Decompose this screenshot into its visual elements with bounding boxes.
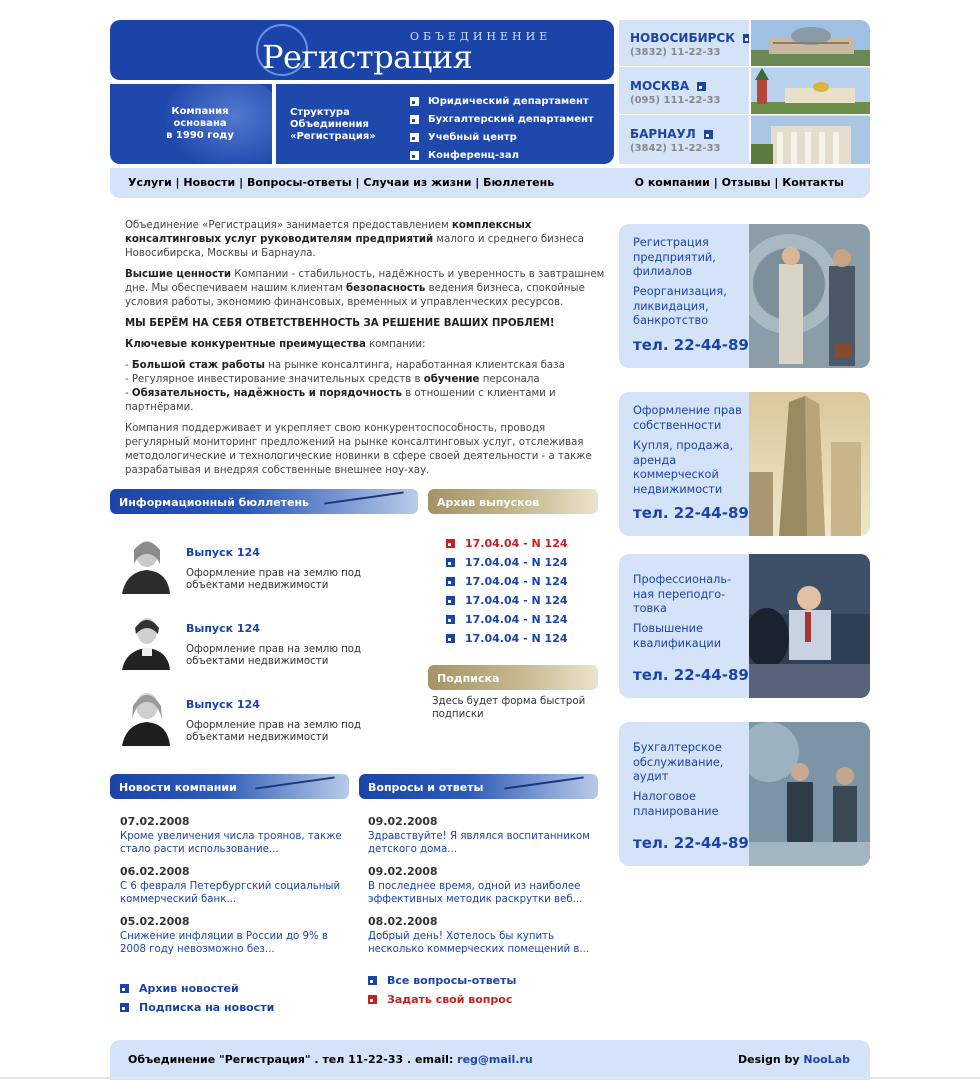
intro-paragraph: Высшие ценности Компании - стабильность, надёжность и уверенность в завтрашнем дне. Мы обеспечиваем нашим клиентам безопасность ведения бизнеса, спокойные условия работы, экономию финансовых, временных и управленческих ресурсов.: [125, 269, 605, 308]
bullet-icon: [446, 558, 455, 567]
novosibirsk-photo: [749, 20, 870, 66]
news-text[interactable]: Снижение инфляции в России до 9% в 2008 году невозможно без...: [120, 931, 328, 955]
designer-link[interactable]: NooLab: [803, 1053, 850, 1066]
bullet-icon: [446, 539, 455, 548]
news-archive-link[interactable]: Архив новостей: [120, 982, 239, 995]
promo-title: Бухгалтерское обслуживание, аудит: [633, 741, 724, 783]
archive-header: Архив выпусков: [428, 489, 598, 514]
bulletin-item[interactable]: [120, 686, 420, 750]
promo-phone: тел. 22-44-89: [633, 834, 749, 852]
bulletin-issue-link[interactable]: Выпуск 124: [186, 622, 260, 635]
nav-bulletin[interactable]: Бюллетень: [483, 176, 555, 189]
bullet-icon: [446, 615, 455, 624]
nav-qa[interactable]: Вопросы-ответы: [246, 176, 352, 189]
intro-slogan: МЫ БЕРЁМ НА СЕБЯ ОТВЕТСТВЕННОСТЬ ЗА РЕШЕНИЕ ВАШИХ ПРОБЛЕМ!: [125, 318, 555, 329]
training-class-photo: [749, 554, 870, 698]
skyscraper-photo: [749, 392, 870, 536]
archive-item[interactable]: 17.04.04 - N 124: [446, 632, 568, 645]
moscow-kremlin-photo: [749, 68, 870, 114]
promo-phone: тел. 22-44-89: [633, 504, 749, 522]
bulletin-item[interactable]: [120, 610, 420, 674]
promo-phone: тел. 22-44-89: [633, 666, 749, 684]
city-contacts: [619, 20, 870, 164]
promo-title: Оформление прав собственности: [633, 404, 742, 432]
news-date: 07.02.2008: [120, 815, 190, 828]
department-link[interactable]: Бухгалтерский департамент: [410, 110, 594, 128]
department-list: [410, 92, 594, 164]
qa-text[interactable]: Здравствуйте! Я являлся воспитанником детского дома...: [368, 831, 590, 855]
avatar: [120, 534, 172, 594]
bullet-icon: [446, 596, 455, 605]
bullet-icon: [120, 984, 129, 993]
news-item[interactable]: [120, 865, 350, 906]
qa-date: 09.02.2008: [368, 865, 438, 878]
city-barnaul[interactable]: БАРНАУЛ (3842) 11-22-33: [619, 116, 870, 163]
intro-list: - Большой стаж работы на рынке консалтинга, наработанная клиентская база - Регулярное инвестирование значительных средств в обучение персонала - Обязательность, надёжность и порядочность в отношении с клиентами и партнёрами.: [125, 360, 565, 413]
qa-item[interactable]: [368, 915, 598, 956]
promo-property[interactable]: [619, 392, 870, 536]
nav-right: О компании | Отзывы | Контакты: [634, 176, 844, 189]
nav-left: Услуги | Новости | Вопросы-ответы | Случаи из жизни | Бюллетень: [128, 176, 555, 189]
intro-paragraph: Ключевые конкурентные преимущества компании:: [125, 339, 426, 350]
bullet-icon: [410, 97, 419, 106]
promo-subtitle: Налоговое планирование: [633, 790, 719, 818]
bulletin-desc: Оформление прав на землю под объектами недвижимости: [186, 720, 362, 743]
qa-header: Вопросы и ответы: [359, 774, 598, 799]
nav-news[interactable]: Новости: [183, 176, 236, 189]
nav-reviews[interactable]: Отзывы: [721, 176, 771, 189]
subscribe-text: Здесь будет форма быстрой подписки: [432, 696, 586, 720]
bullet-icon: [410, 151, 419, 160]
archive-item[interactable]: 17.04.04 - N 124: [446, 556, 568, 569]
promo-subtitle: Реорганизация, ликвидация, банкротство: [633, 285, 727, 327]
nav-contacts[interactable]: Контакты: [782, 176, 844, 189]
news-date: 05.02.2008: [120, 915, 190, 928]
avatar: [120, 610, 172, 670]
bullet-icon: [368, 976, 377, 985]
footer-contacts: Объединение "Регистрация" . тел 11-22-33 . email: reg@mail.ru: [128, 1053, 533, 1066]
news-text[interactable]: Кроме увеличения числа троянов, также стало расти использование...: [120, 831, 342, 855]
news-item[interactable]: [120, 815, 350, 856]
promo-subtitle: Повышение квалификации: [633, 622, 722, 650]
department-link[interactable]: Юридический департамент: [410, 92, 594, 110]
founded-panel: [110, 84, 272, 164]
qa-item[interactable]: [368, 815, 598, 856]
qa-text[interactable]: Добрый день! Хотелось бы купить несколько коммерческих помещений в...: [368, 931, 590, 955]
city-moscow[interactable]: МОСКВА (095) 111-22-33: [619, 68, 870, 115]
footer-credits: Design by NooLab: [738, 1053, 850, 1066]
bulletin-item[interactable]: [120, 534, 420, 598]
logo-subtitle: ОБЪЕДИНЕНИЕ: [410, 30, 552, 43]
structure-title: Структура Объединения «Регистрация»: [290, 107, 376, 142]
bulletin-issue-link[interactable]: Выпуск 124: [186, 546, 260, 559]
bullet-icon: [368, 995, 377, 1004]
bullet-icon: [446, 634, 455, 643]
promo-accounting[interactable]: [619, 722, 870, 866]
intro-paragraph: Компания поддерживает и укрепляет свою конкурентоспособность, проводя регулярный мониторинг предложений на рынке консалтинговых услуг, отслеживая методологические и технологические новинки в сфере своей деятельности - а также разрабатывая и внедряя собственные внешнее ноу-хау.: [125, 423, 592, 476]
city-novosibirsk[interactable]: НОВОСИБИРСК (3832) 11-22-33: [619, 20, 870, 67]
qa-item[interactable]: [368, 865, 598, 906]
business-people-photo: [749, 722, 870, 866]
business-handshake-photo: [749, 224, 870, 368]
subscribe-header: Подписка: [428, 665, 598, 690]
promo-phone: тел. 22-44-89: [633, 336, 749, 354]
all-qa-link[interactable]: Все вопросы-ответы: [368, 974, 516, 987]
bullet-icon: [446, 577, 455, 586]
nav-cases[interactable]: Случаи из жизни: [363, 176, 472, 189]
department-link[interactable]: Конференц-зал: [410, 146, 594, 164]
founded-text: Компания основана в 1990 году: [166, 106, 234, 141]
bulletin-desc: Оформление прав на землю под объектами недвижимости: [186, 568, 362, 591]
company-news-header: Новости компании: [110, 774, 349, 799]
logo-banner[interactable]: [110, 20, 614, 80]
archive-item[interactable]: 17.04.04 - N 124: [446, 613, 568, 626]
structure-panel: [276, 84, 614, 164]
promo-training[interactable]: [619, 554, 870, 698]
nav-services[interactable]: Услуги: [128, 176, 172, 189]
bulletin-issue-link[interactable]: Выпуск 124: [186, 698, 260, 711]
footer: [110, 1040, 870, 1080]
bulletin-header: Информационный бюллетень: [110, 489, 418, 514]
news-text[interactable]: С 6 февраля Петербургский социальный коммерческий банк...: [120, 881, 341, 905]
arrow-icon: [697, 82, 706, 91]
archive-item[interactable]: 17.04.04 - N 124: [446, 594, 568, 607]
department-link[interactable]: Учебный центр: [410, 128, 594, 146]
qa-text[interactable]: В последнее время, одной из наиболее эффективных методик раскрутки веб...: [368, 881, 583, 905]
pen-icon: [324, 491, 403, 504]
intro-text: [125, 219, 605, 485]
promo-title: Регистрация предприятий, филиалов: [633, 236, 716, 278]
pen-icon: [255, 776, 334, 789]
promo-title: Профессиональ-ная переподго-товка: [633, 573, 732, 615]
promo-subtitle: Купля, продажа, аренда коммерческой недвижимости: [633, 439, 734, 496]
pen-icon: [504, 776, 583, 789]
bulletin-desc: Оформление прав на землю под объектами недвижимости: [186, 644, 362, 667]
qa-date: 08.02.2008: [368, 915, 438, 928]
promo-registration[interactable]: [619, 224, 870, 368]
news-item[interactable]: [120, 915, 350, 956]
archive-item[interactable]: 17.04.04 - N 124: [446, 537, 568, 550]
intro-paragraph: Объединение «Регистрация» занимается предоставлением комплексных консалтинговых услуг руководителям предприятий малого и среднего бизнеса Новосибирска, Москвы и Барнаула.: [125, 220, 584, 259]
ask-question-link[interactable]: Задать свой вопрос: [368, 993, 512, 1006]
logo-title: Регистрация: [262, 38, 473, 76]
bullet-icon: [120, 1003, 129, 1012]
bullet-icon: [410, 133, 419, 142]
nav-about[interactable]: О компании: [634, 176, 710, 189]
avatar: [120, 686, 172, 746]
footer-email-link[interactable]: reg@mail.ru: [457, 1053, 533, 1066]
qa-date: 09.02.2008: [368, 815, 438, 828]
barnaul-photo: [749, 116, 870, 162]
archive-item[interactable]: 17.04.04 - N 124: [446, 575, 568, 588]
main-navigation: [110, 168, 870, 198]
bullet-icon: [410, 115, 419, 124]
arrow-icon: [704, 130, 713, 139]
news-subscribe-link[interactable]: Подписка на новости: [120, 1001, 274, 1014]
news-date: 06.02.2008: [120, 865, 190, 878]
